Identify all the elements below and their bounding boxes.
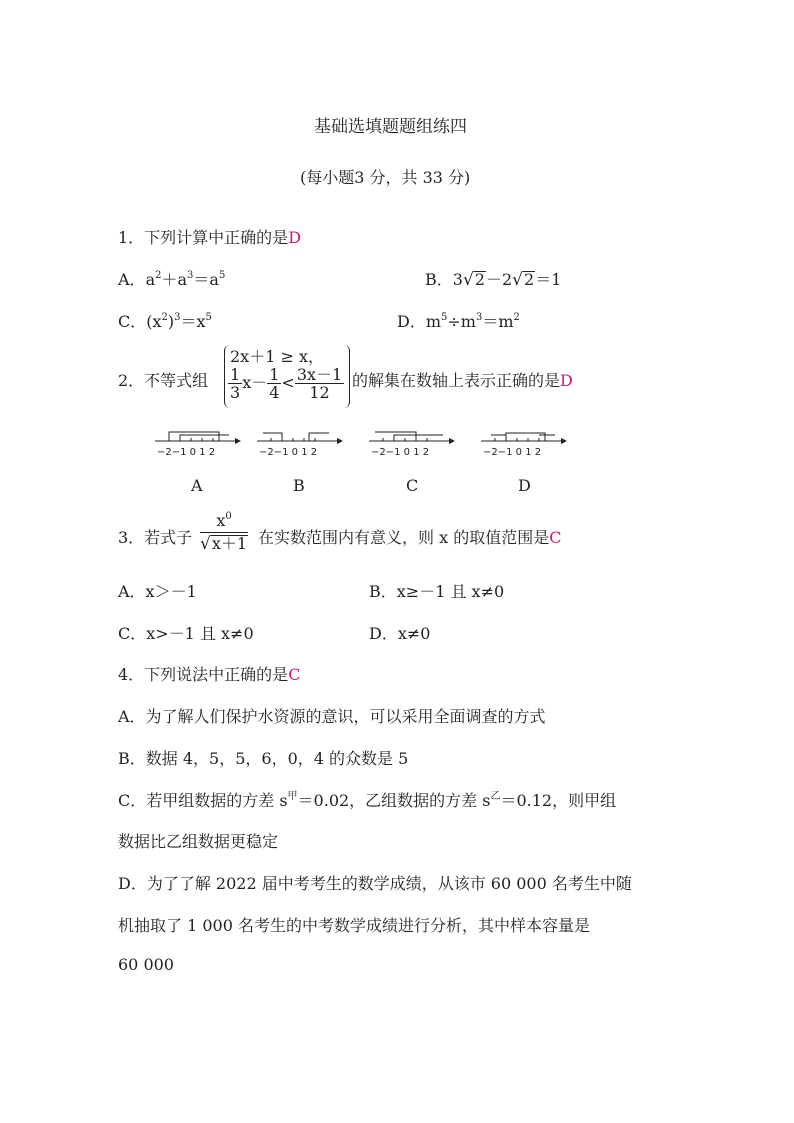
q1-option-d: D．$m^5\div m^3=m^2$ xyxy=(397,312,520,331)
q4-option-d-line3: 60 000 xyxy=(118,955,174,974)
q2-tail: 的解集在数轴上表示正确的是D xyxy=(352,371,573,390)
q3-option-b: B．x≥－1 且 x≠0 xyxy=(369,582,505,601)
q1-answer: D xyxy=(288,228,302,247)
number-line-d xyxy=(481,425,567,459)
q3-option-c: C．x>－1 且 x≠0 xyxy=(118,624,254,643)
number-line-b xyxy=(257,425,343,459)
q4-option-d-line1: D．为了了解 2022 届中考考生的数学成绩，从该市 60 000 名考生中随 xyxy=(118,874,632,893)
axis-ticks-b: −2−1 0 1 2 xyxy=(259,447,318,458)
number-line-label-a: A xyxy=(191,476,203,495)
axis-ticks-a: −2−1 0 1 2 xyxy=(157,447,216,458)
number-line-c xyxy=(369,425,455,459)
number-line-label-c: C xyxy=(406,476,419,495)
q4-answer: C xyxy=(288,665,301,684)
q4-option-c-line1: C．若甲组数据的方差 $s^甲=0.02$，乙组数据的方差 $s^乙=0.12$，则甲组 xyxy=(118,791,617,810)
number-line-label-b: B xyxy=(293,476,305,495)
number-line-label-d: D xyxy=(518,476,531,495)
q4-option-b: B．数据 4，5，5，6，0，4 的众数是 5 xyxy=(118,749,409,768)
q1-option-b: B．3√2－2√2＝1 xyxy=(425,270,562,290)
axis-ticks-c: −2−1 0 1 2 xyxy=(371,447,430,458)
q4-option-c-line2: 数据比乙组数据更稳定 xyxy=(118,832,279,851)
page-title: 基础选填题题组练四 xyxy=(314,117,467,137)
q2-inequality-2: $\frac{1}{3}$ x－ $\frac{1}{4}$ < $\frac{3x-1}{12}$ xyxy=(230,365,343,402)
q3-tail: 在实数范围内有意义，则 x 的取值范围是C xyxy=(258,528,562,547)
axis-ticks-d: −2−1 0 1 2 xyxy=(483,447,542,458)
q1-stem xyxy=(118,225,301,248)
q4-stem: 4．下列说法中正确的是C xyxy=(118,665,301,684)
q1-stem-text: 1．下列计算中正确的是 xyxy=(118,228,289,247)
q3-answer: C xyxy=(549,528,562,547)
q4-option-d-line2: 机抽取了 1 000 名考生的中考数学成绩进行分析，其中样本容量是 xyxy=(118,916,590,935)
q3-expression: $\frac{x^0}{√x+1}$ xyxy=(200,511,248,554)
q2-stem: 2．不等式组 xyxy=(118,371,209,390)
q3-stem: 3．若式子 xyxy=(118,528,193,547)
q3-option-a: A．x＞－1 xyxy=(118,582,197,601)
number-line-a xyxy=(155,425,241,459)
q4-option-a: A．为了解人们保护水资源的意识，可以采用全面调查的方式 xyxy=(118,707,546,726)
q2-inequality-1: 2x＋1 ≥ x， xyxy=(230,347,324,366)
q2-answer: D xyxy=(560,371,573,390)
page-subtitle: (每小题3 分，共 33 分) xyxy=(300,168,471,187)
q1-option-c: C．$(x^2)^3=x^5$ xyxy=(118,312,212,331)
q1-option-a: A．$a^2+a^3=a^5$ xyxy=(118,270,226,289)
q3-option-d: D．x≠0 xyxy=(369,624,431,643)
